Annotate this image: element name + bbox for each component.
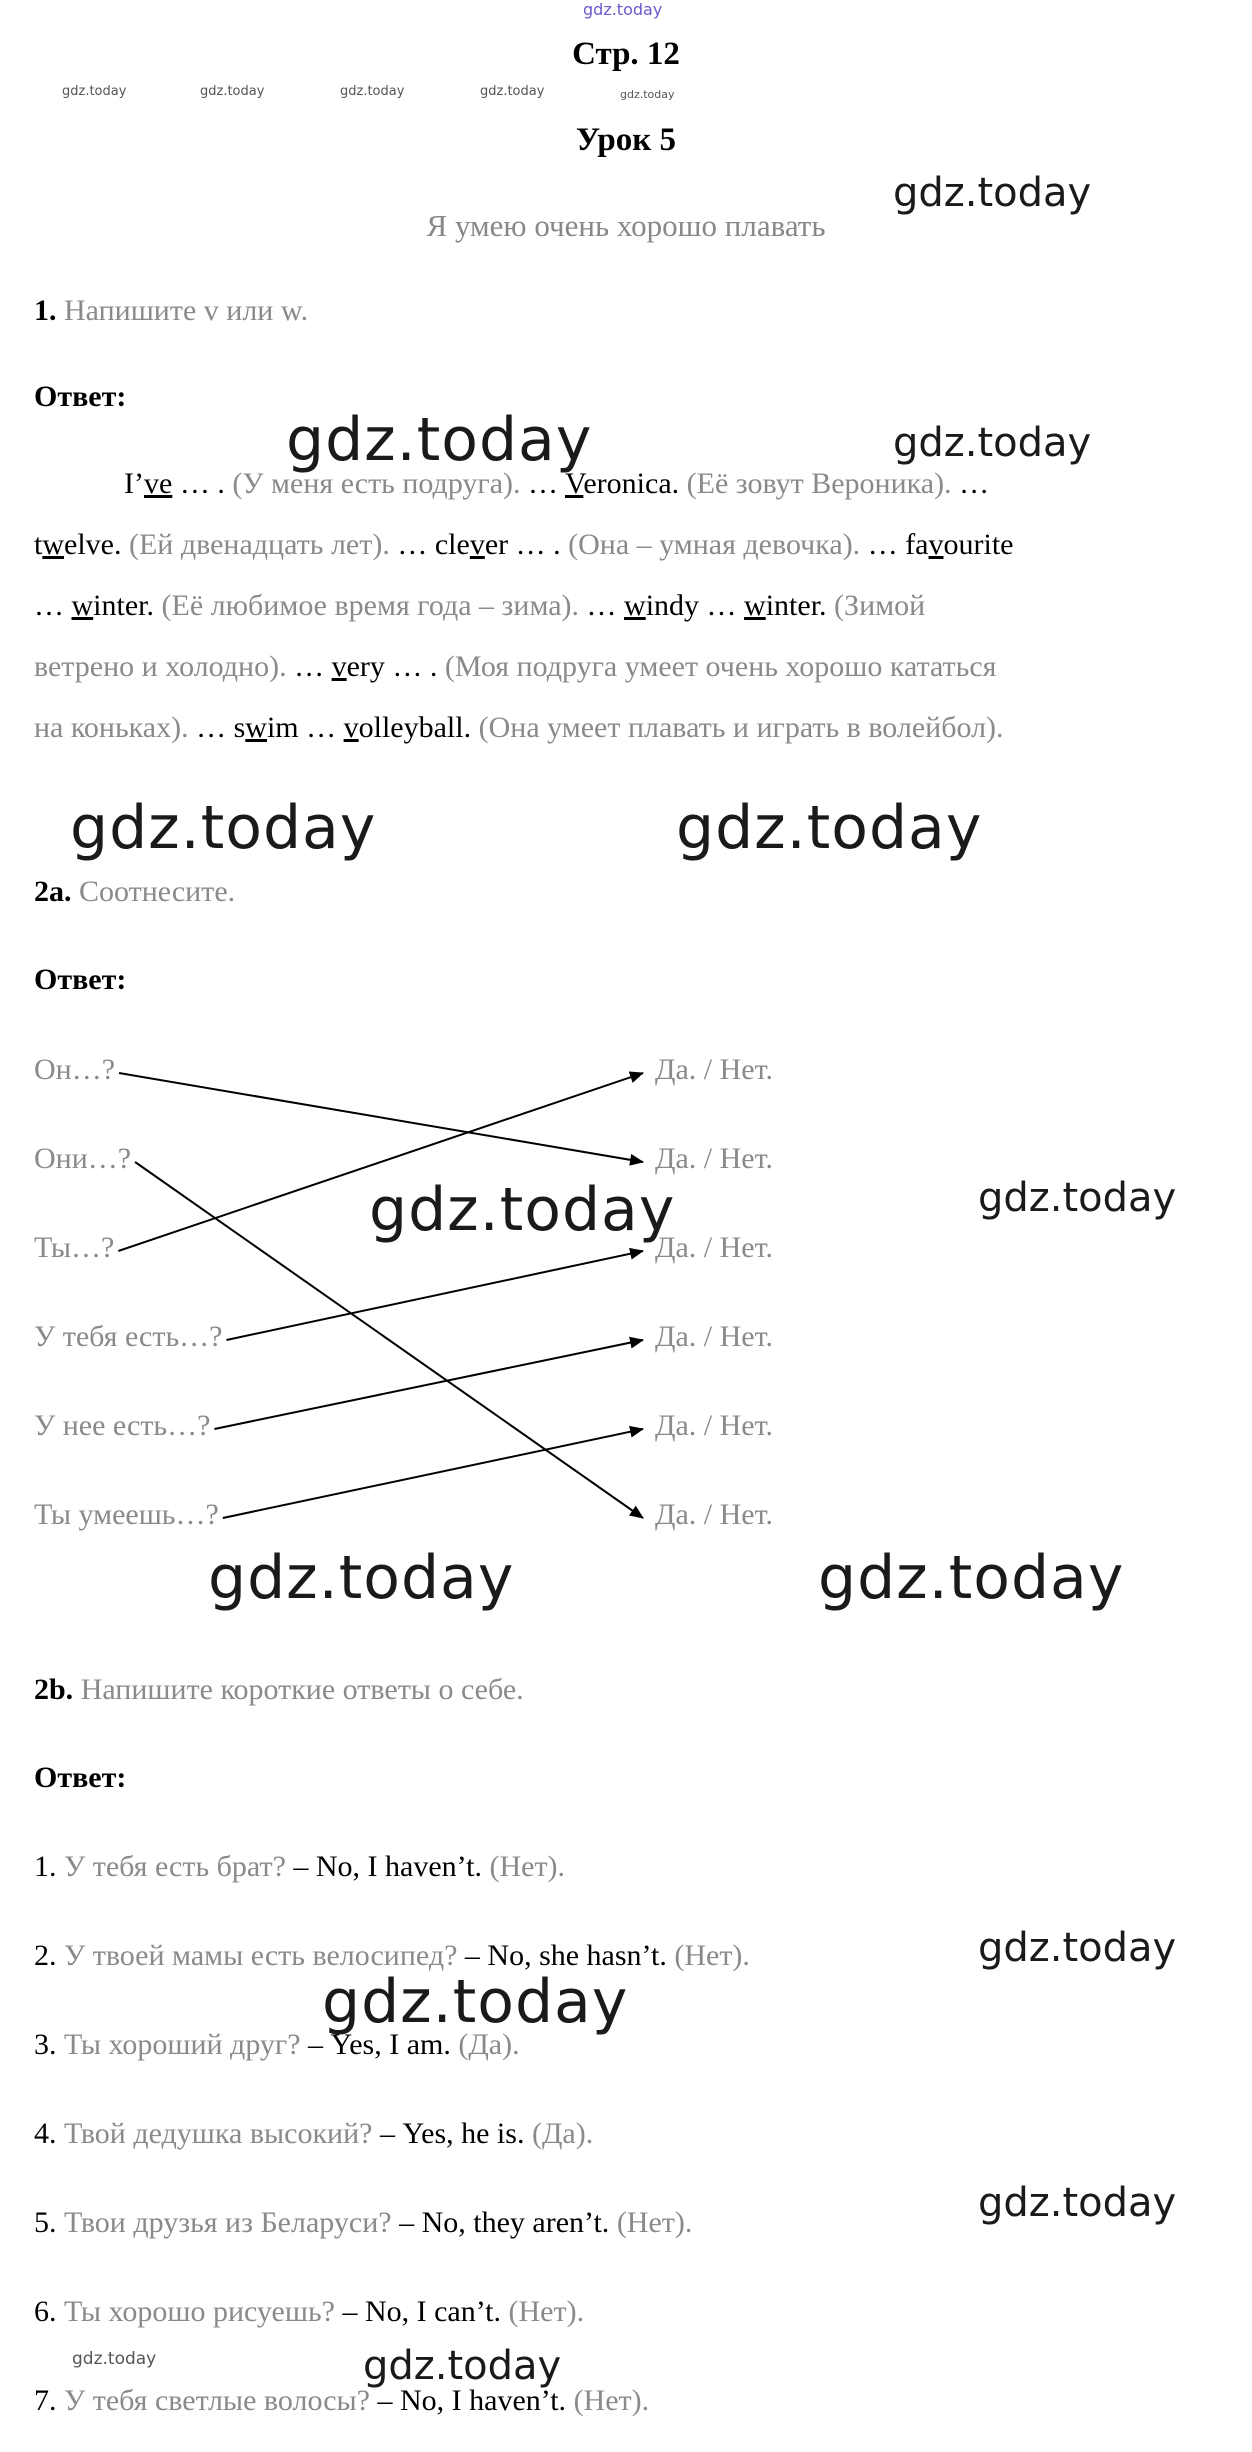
answer-fragment: v (928, 528, 944, 561)
watermark: gdz.today (676, 793, 983, 863)
translation-text: (Её зовут Вероника). (686, 467, 960, 500)
answer-fragment: … (959, 467, 990, 500)
page-number: Стр. 12 (572, 36, 680, 72)
answer-fragment: … (586, 589, 625, 622)
answer-label: Ответ: (34, 963, 127, 996)
match-arrow (118, 1073, 643, 1251)
answer-fragment: … (34, 589, 72, 622)
answer-fragment: … cle (397, 528, 470, 561)
task-instruction: Напишите короткие ответы о себе. (80, 1673, 524, 1706)
answer-label: Ответ: (34, 380, 127, 413)
answer-fragment: er … . (484, 528, 569, 561)
watermark: gdz.today (978, 2180, 1177, 2226)
match-left-item: У тебя есть…? (34, 1320, 223, 1353)
translation-text: (Ей двенадцать лет). (128, 528, 398, 561)
question-text: У тебя светлые волосы? (64, 2384, 378, 2417)
answer-text: – No, they aren’t. (399, 2206, 617, 2239)
answer-number: 5. (34, 2206, 64, 2239)
match-left-item: Ты умеешь…? (34, 1498, 219, 1531)
answer-fragment: w (624, 589, 646, 622)
watermark: gdz.today (818, 1543, 1125, 1613)
watermark-small: gdz.today (62, 84, 127, 99)
task-number: 2a. (34, 875, 72, 908)
watermark: gdz.today (978, 1925, 1177, 1971)
match-arrow (214, 1340, 643, 1429)
answer-number: 4. (34, 2117, 64, 2150)
watermark: gdz.today (369, 1175, 676, 1245)
answer-fragment: w (744, 589, 766, 622)
answer-fragment: ve (143, 467, 173, 500)
match-arrow (135, 1162, 643, 1518)
answer-fragment: inter. (93, 589, 162, 622)
translation-text: (Да). (531, 2117, 594, 2150)
answer-number: 6. (34, 2295, 64, 2328)
match-left-item: Они…? (34, 1142, 132, 1175)
watermark-small: gdz.today (620, 88, 675, 101)
watermark: gdz.today (70, 793, 377, 863)
question-text: Твой дедушка высокий? (64, 2117, 380, 2150)
answer-label: Ответ: (34, 1761, 127, 1794)
lesson-subtitle: Я умею очень хорошо плавать (426, 208, 826, 243)
answer-row (34, 2295, 584, 2329)
translation-text: (Нет). (674, 1939, 750, 1972)
answer-text: – No, I can’t. (342, 2295, 509, 2328)
answer-row (34, 2384, 649, 2418)
translation-text: ветрено и холодно). (34, 650, 295, 683)
question-text: Твои друзья из Беларуси? (64, 2206, 400, 2239)
translation-text: (Да). (458, 2028, 520, 2061)
answer-fragment: elve. (64, 528, 129, 561)
answer-fragment: ourite (943, 528, 1014, 561)
answer-text: – Yes, I am. (308, 2028, 459, 2061)
translation-text: (Моя подруга умеет очень хорошо кататься (444, 650, 997, 683)
translation-text: (Нет). (489, 1850, 566, 1883)
task-instruction: Соотнесите. (79, 875, 236, 908)
answer-row (34, 1850, 565, 1884)
answer-row (34, 2206, 692, 2240)
watermark-small: gdz.today (72, 2349, 157, 2369)
watermark-top: gdz.today (583, 0, 663, 19)
watermark: gdz.today (286, 405, 593, 475)
answer-fragment: … (294, 650, 332, 683)
answer-number: 3. (34, 2028, 64, 2061)
answer-text: – No, I haven’t. (377, 2384, 574, 2417)
task-number: 2b. (34, 1673, 74, 1706)
answer-fragment: im … (266, 711, 344, 744)
translation-text: (Её любимое время года – зима). (161, 589, 587, 622)
answer-number: 2. (34, 1939, 64, 1972)
answer-fragment: I’ (124, 467, 144, 500)
translation-text: (Она – умная девочка). (568, 528, 868, 561)
lesson-title: Урок 5 (575, 122, 677, 158)
match-right-item: Да. / Нет. (655, 1320, 773, 1353)
translation-text: (Нет). (508, 2295, 585, 2328)
answer-fragment: t (34, 528, 43, 561)
answer-fragment: w (42, 528, 65, 561)
watermark: gdz.today (208, 1543, 515, 1613)
translation-text: на коньках). (34, 711, 197, 744)
translation-text: (Она умеет плавать и играть в волейбол). (478, 711, 1004, 744)
answer-fragment: w (245, 711, 267, 744)
match-arrow (119, 1073, 643, 1162)
translation-text: (У меня есть подруга). (232, 467, 529, 500)
match-arrow (226, 1251, 643, 1340)
answer-number: 1. (34, 1850, 64, 1883)
question-text: У тебя есть брат? (64, 1850, 294, 1883)
task-2b-heading (34, 1673, 524, 1707)
watermark: gdz.today (978, 1175, 1177, 1221)
translation-text: (Зимой (834, 589, 926, 622)
watermark-small: gdz.today (480, 84, 545, 99)
watermark-small: gdz.today (340, 84, 405, 99)
match-right-item: Да. / Нет. (655, 1142, 773, 1175)
match-left-item: У нее есть…? (34, 1409, 211, 1442)
answer-fragment: inter. (765, 589, 835, 622)
answer-fragment: v (343, 711, 359, 744)
answer-fragment: v (331, 650, 347, 683)
watermark: gdz.today (363, 2343, 562, 2389)
answer-fragment: v (469, 528, 485, 561)
translation-text: (Нет). (616, 2206, 693, 2239)
answer-row (34, 2028, 520, 2062)
task-number: 1. (34, 294, 57, 327)
answer-text: – No, she hasn’t. (464, 1939, 675, 1972)
answer-fragment: V (565, 467, 584, 500)
answer-fragment: … s (196, 711, 246, 744)
translation-text: (Нет). (573, 2384, 650, 2417)
answer-fragment: ery … . (346, 650, 445, 683)
answer-fragment: … (528, 467, 566, 500)
watermark: gdz.today (893, 420, 1092, 466)
answer-row (34, 2117, 593, 2151)
match-left-item: Он…? (34, 1053, 116, 1086)
answer-fragment: olleyball. (358, 711, 479, 744)
match-right-item: Да. / Нет. (655, 1409, 773, 1442)
answer-fragment: eronica. (583, 467, 687, 500)
answer-fragment: … . (172, 467, 233, 500)
answer-number: 7. (34, 2384, 64, 2417)
question-text: Ты хороший друг? (64, 2028, 309, 2061)
answer-text: – No, I haven’t. (293, 1850, 490, 1883)
answer-row (34, 1939, 750, 1973)
answer-text: – Yes, he is. (379, 2117, 532, 2150)
match-right-item: Да. / Нет. (655, 1231, 773, 1264)
watermark-small: gdz.today (200, 84, 265, 99)
task-instruction: Напишите v или w. (64, 294, 309, 327)
match-right-item: Да. / Нет. (655, 1498, 773, 1531)
watermark: gdz.today (322, 1967, 629, 2037)
match-right-item: Да. / Нет. (655, 1053, 773, 1086)
question-text: У твоей мамы есть велосипед? (64, 1939, 465, 1972)
question-text: Ты хорошо рисуешь? (64, 2295, 343, 2328)
watermark: gdz.today (893, 170, 1092, 216)
answer-fragment: … fa (867, 528, 929, 561)
match-left-item: Ты…? (34, 1231, 115, 1264)
answer-fragment: w (71, 589, 94, 622)
answer-fragment: indy … (645, 589, 745, 622)
